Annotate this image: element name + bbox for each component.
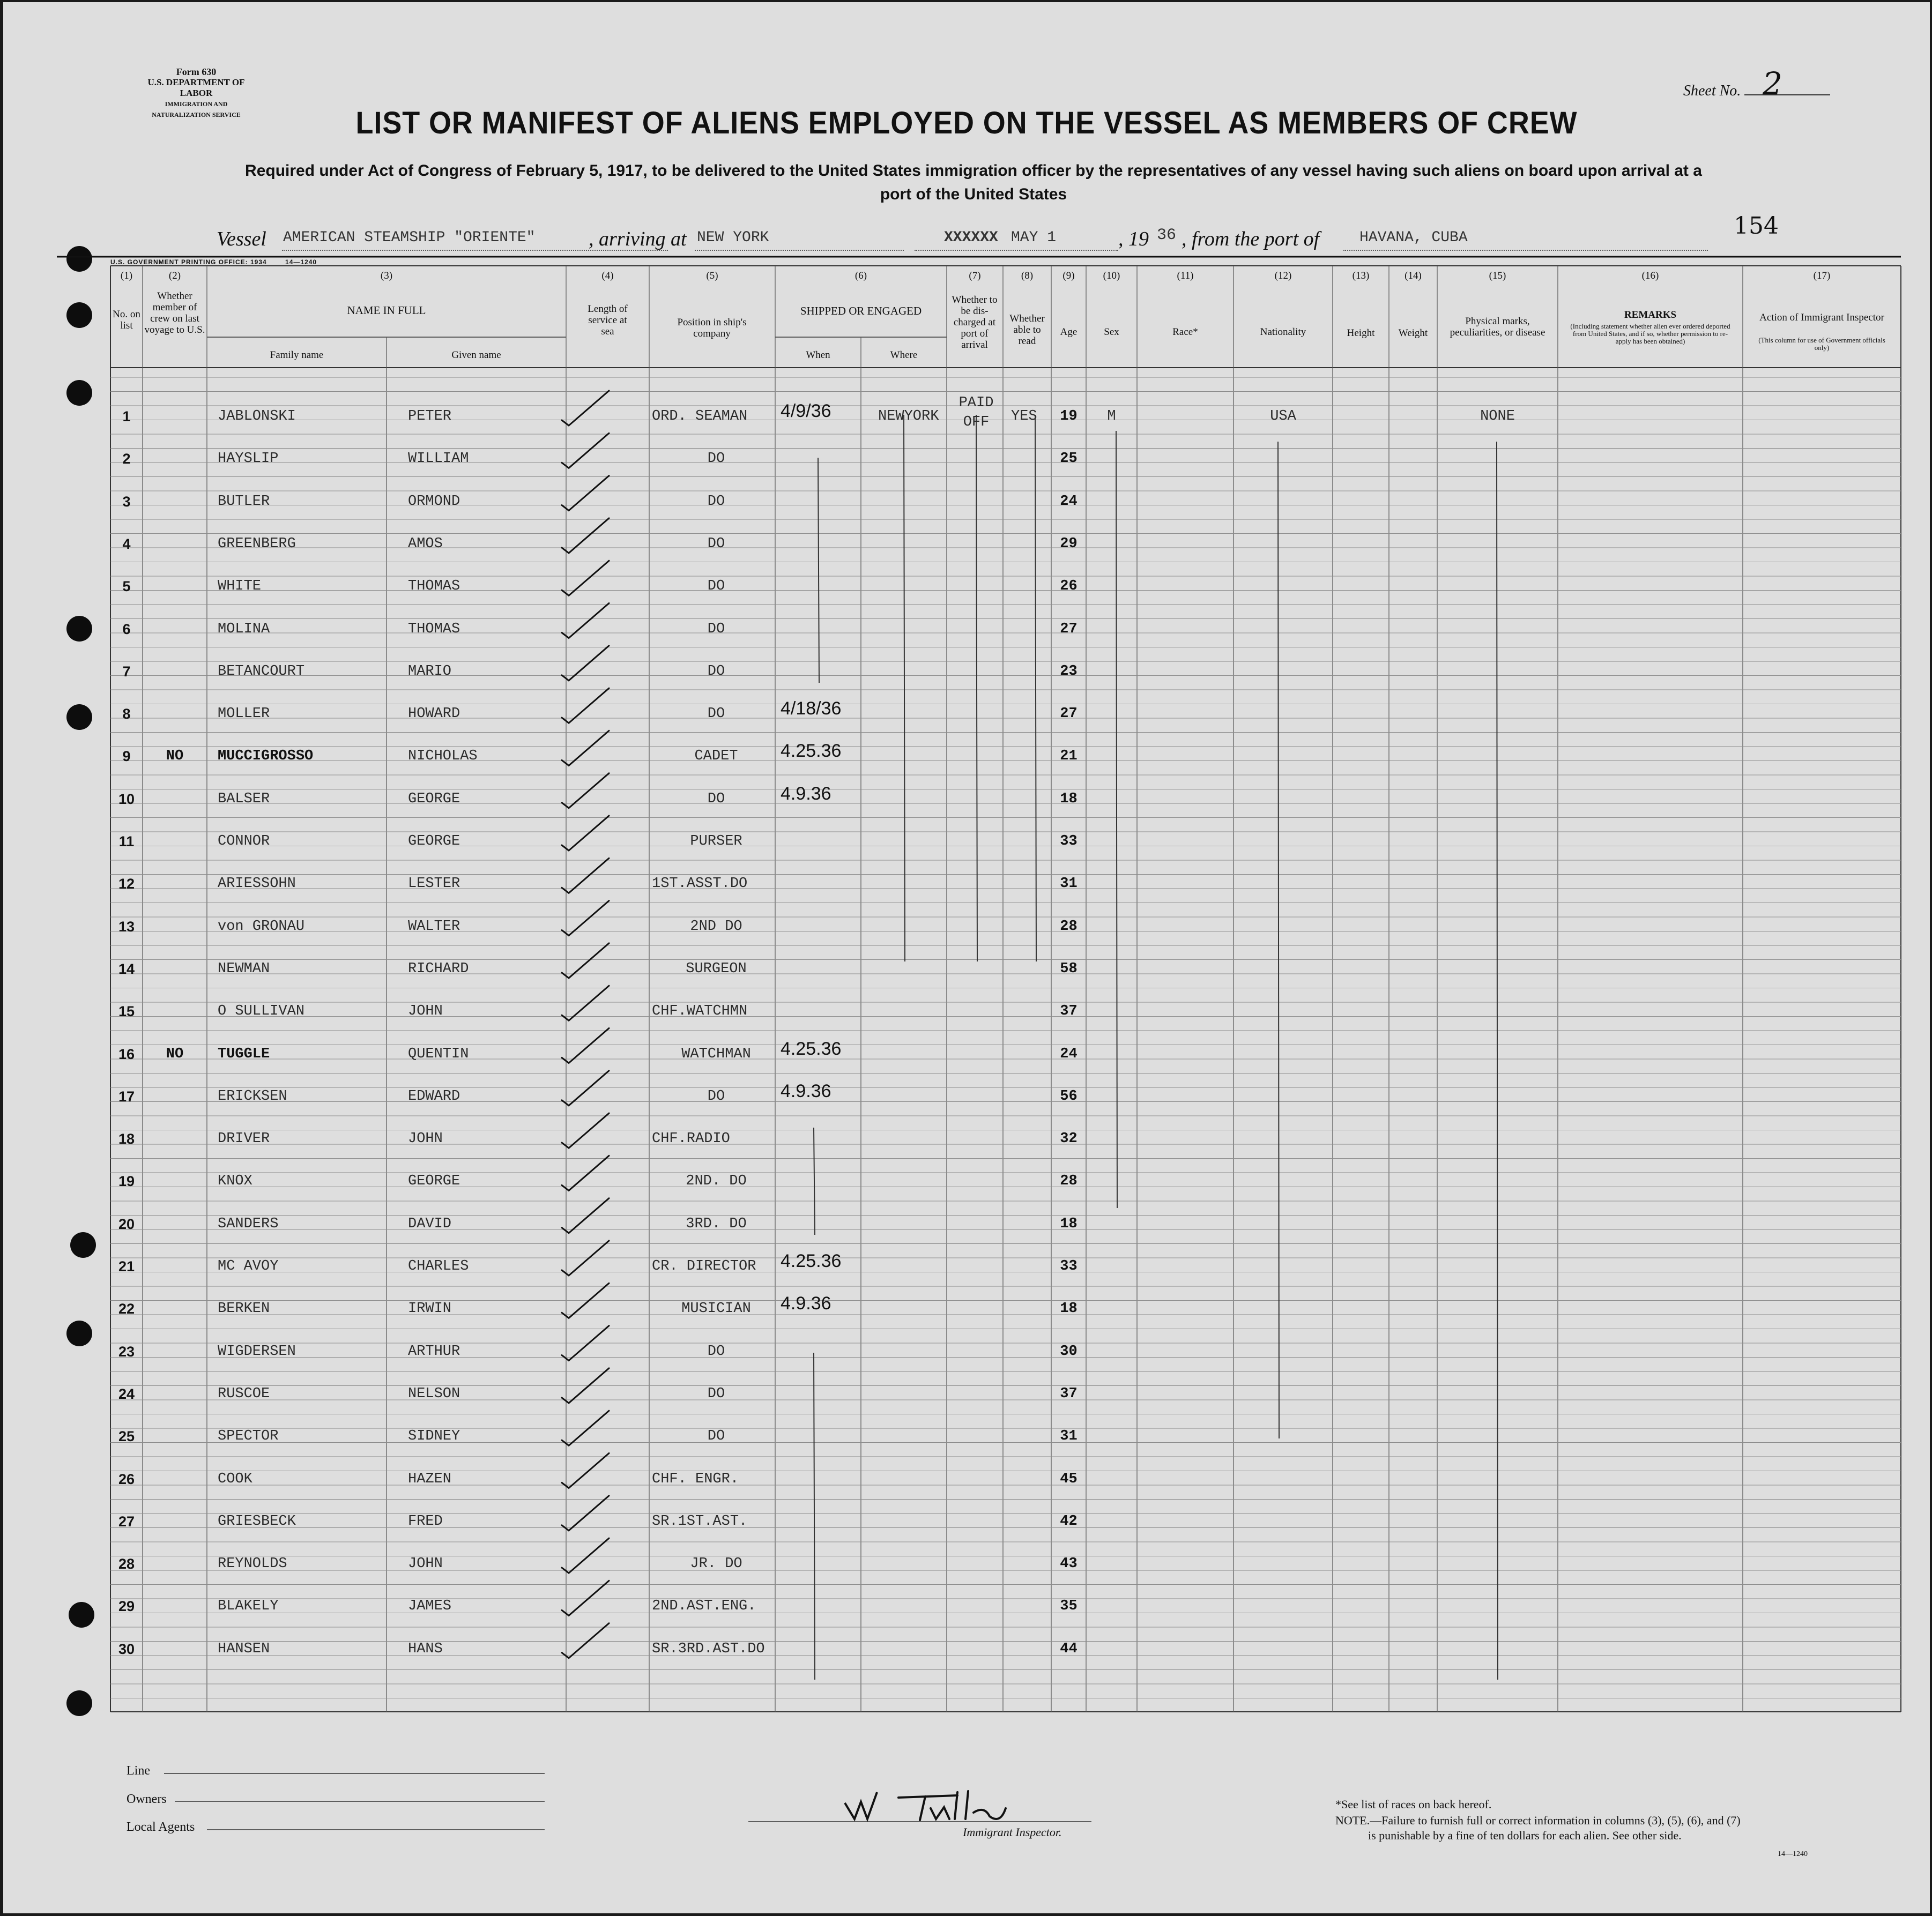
row-number: 13 — [118, 918, 135, 935]
service-checkmark — [562, 730, 609, 765]
family-name: COOK — [218, 1471, 252, 1487]
hdr-name-in-full: NAME IN FULL — [347, 304, 426, 317]
age: 31 — [1060, 876, 1078, 892]
given-name: PETER — [408, 408, 452, 424]
row-number: 17 — [118, 1088, 135, 1105]
given-name: LESTER — [408, 876, 460, 892]
given-name: ORMOND — [408, 493, 460, 510]
vessel-name: AMERICAN STEAMSHIP "ORIENTE" — [283, 229, 536, 246]
colnum-10: (10) — [1103, 270, 1120, 281]
position: SR.1ST.AST. — [652, 1513, 748, 1530]
from-port: HAVANA, CUBA — [1359, 229, 1468, 246]
row-number: 29 — [118, 1598, 135, 1615]
family-name: SPECTOR — [218, 1428, 279, 1445]
age: 24 — [1060, 493, 1078, 510]
shipped-where: NEWYORK — [878, 408, 939, 424]
row-number: 26 — [118, 1471, 135, 1487]
printing-office-text: U.S. GOVERNMENT PRINTING OFFICE: 1934 — [110, 258, 267, 266]
service-checkmark — [562, 986, 609, 1020]
age: 28 — [1060, 918, 1078, 935]
hdr-able-read: Whether able to read — [1009, 313, 1045, 347]
family-name: HAYSLIP — [218, 451, 279, 467]
able-to-read: YES — [1011, 408, 1037, 424]
hdr-length-service: Length of service at sea — [588, 303, 628, 337]
family-name: BLAKELY — [218, 1598, 279, 1615]
hdr-shipped-engaged: SHIPPED OR ENGAGED — [800, 304, 922, 317]
family-name: MUCCIGROSSO — [218, 748, 314, 765]
hdr-discharged: Whether to be dis-charged at port of arrival — [952, 294, 998, 351]
position: SR.3RD.AST.DO — [652, 1641, 765, 1657]
row-number: 5 — [122, 578, 131, 595]
row-number: 3 — [122, 493, 131, 510]
colnum-11: (11) — [1177, 270, 1194, 281]
service-checkmark — [562, 1496, 609, 1531]
position: PURSER — [690, 833, 742, 849]
row-number: 6 — [122, 621, 131, 637]
colnum-9: (9) — [1062, 270, 1075, 281]
row-number: 11 — [118, 833, 135, 849]
given-name: THOMAS — [408, 621, 460, 637]
line-label: Line — [127, 1764, 150, 1778]
position: WATCHMAN — [681, 1046, 751, 1062]
shipped-when: 4.25.36 — [781, 1038, 842, 1059]
nationality: USA — [1270, 408, 1296, 424]
age: 23 — [1060, 663, 1078, 680]
family-name: BETANCOURT — [218, 663, 305, 680]
colnum-5: (5) — [706, 270, 718, 281]
row-number: 9 — [122, 748, 131, 765]
manifest-sheet — [3, 2, 1930, 1913]
hdr-height: Height — [1347, 327, 1375, 339]
hdr-crew-last-voyage: Whether member of crew on last voyage to U.S. — [144, 290, 205, 336]
age: 28 — [1060, 1173, 1078, 1190]
age: 56 — [1060, 1088, 1078, 1105]
given-name: NICHOLAS — [408, 748, 478, 765]
service-checkmark — [562, 858, 609, 893]
row-number: 12 — [118, 876, 135, 892]
row-number: 7 — [122, 663, 131, 680]
family-name: BUTLER — [218, 493, 270, 510]
given-name: JOHN — [408, 1131, 443, 1147]
hdr-weight: Weight — [1398, 327, 1428, 339]
position: CR. DIRECTOR — [652, 1258, 756, 1274]
shipped-when: 4.25.36 — [781, 1251, 842, 1271]
page-title: LIST OR MANIFEST OF ALIENS EMPLOYED ON THE VESSEL AS MEMBERS OF CREW — [355, 106, 1578, 140]
row-number: 14 — [118, 960, 135, 977]
position: DO — [707, 1088, 725, 1105]
colnum-12: (12) — [1274, 270, 1292, 281]
age: 33 — [1060, 833, 1078, 849]
age: 35 — [1060, 1598, 1078, 1615]
hdr-when: When — [806, 349, 830, 361]
row-number: 8 — [122, 706, 131, 722]
position: 2ND DO — [690, 918, 742, 935]
colnum-15: (15) — [1489, 270, 1506, 281]
hdr-sex: Sex — [1104, 326, 1119, 338]
discharged-status: PAID OFF — [958, 395, 994, 430]
hdr-action: Action of Immigrant Inspector — [1759, 312, 1884, 323]
subtitle-line1: Required under Act of Congress of February 5, 1917, to be delivered to the United States immigration officer by the representatives of any vessel having such aliens on board upon arrival at a — [245, 162, 1702, 180]
given-name: NELSON — [408, 1385, 460, 1402]
hdr-nationality: Nationality — [1260, 326, 1306, 338]
colnum-17: (17) — [1813, 270, 1831, 281]
hdr-position: Position in ship's company — [677, 317, 747, 339]
position: DO — [707, 706, 725, 722]
hdr-where: Where — [890, 349, 918, 361]
form-number: Form 630 — [176, 66, 217, 77]
age: 18 — [1060, 1301, 1078, 1317]
family-name: BALSER — [218, 791, 270, 807]
colnum-13: (13) — [1352, 270, 1370, 281]
family-name: ERICKSEN — [218, 1088, 287, 1105]
age: 18 — [1060, 791, 1078, 807]
row-number: 28 — [118, 1556, 135, 1572]
age: 32 — [1060, 1131, 1078, 1147]
family-name: DRIVER — [218, 1131, 270, 1147]
position: DO — [707, 791, 725, 807]
age: 27 — [1060, 621, 1078, 637]
row-number: 20 — [118, 1216, 135, 1232]
page-number: 154 — [1734, 212, 1779, 240]
position: 3RD. DO — [686, 1216, 747, 1232]
age: 29 — [1060, 535, 1078, 552]
from-label: , from the port of — [1182, 228, 1320, 250]
service-checkmark — [562, 391, 609, 426]
arrival-port: NEW YORK — [697, 229, 769, 246]
age: 58 — [1060, 960, 1078, 977]
row-number: 4 — [122, 535, 131, 552]
subtitle-line2: port of the United States — [880, 185, 1067, 203]
position: CHF.RADIO — [652, 1131, 730, 1147]
physical-marks: NONE — [1480, 408, 1515, 424]
race-note: *See list of races on back hereof. — [1335, 1798, 1492, 1811]
struck-word: XXXXXX — [944, 229, 998, 246]
service-checkmark — [562, 1113, 609, 1148]
row-number: 10 — [118, 791, 135, 807]
vessel-label: Vessel — [217, 228, 266, 250]
service-checkmark — [562, 1623, 609, 1658]
family-name: TUGGLE — [218, 1046, 270, 1062]
service-checkmark — [562, 1198, 609, 1233]
year-prefix: , 19 — [1118, 228, 1149, 250]
service-checkmark — [562, 943, 609, 978]
age: 30 — [1060, 1343, 1078, 1360]
given-name: MARIO — [408, 663, 452, 680]
local-agents-label: Local Agents — [127, 1820, 195, 1834]
row-number: 21 — [118, 1258, 135, 1274]
given-name: GEORGE — [408, 833, 460, 849]
service-checkmark — [562, 1580, 609, 1615]
sheet-number: 2 — [1763, 65, 1782, 102]
age: 31 — [1060, 1428, 1078, 1445]
inspector-signature — [839, 1776, 1054, 1824]
shipped-when: 4/9/36 — [781, 401, 831, 421]
sex: M — [1107, 408, 1116, 424]
service-checkmark — [562, 773, 609, 808]
hdr-physical-marks: Physical marks, peculiarities, or disease — [1450, 316, 1545, 338]
service-checkmark — [562, 816, 609, 851]
family-name: WHITE — [218, 578, 262, 595]
family-name: REYNOLDS — [218, 1556, 287, 1572]
given-name: IRWIN — [408, 1301, 452, 1317]
service-checkmark — [562, 433, 609, 468]
arrival-date: MAY 1 — [1011, 229, 1057, 246]
age: 42 — [1060, 1513, 1078, 1530]
given-name: GEORGE — [408, 791, 460, 807]
note-line2: is punishable by a fine of ten dollars for each alien. See other side. — [1368, 1829, 1682, 1842]
family-name: SANDERS — [218, 1216, 279, 1232]
service-name: IMMIGRATION AND NATURALIZATION SERVICE — [152, 100, 241, 118]
age: 26 — [1060, 578, 1078, 595]
given-name: JAMES — [408, 1598, 452, 1615]
arriving-label: , arriving at — [589, 228, 687, 250]
row-number: 23 — [118, 1343, 135, 1360]
row-number: 30 — [118, 1641, 135, 1657]
position: SURGEON — [686, 960, 747, 977]
position: CADET — [694, 748, 738, 765]
position: DO — [707, 663, 725, 680]
service-checkmark — [562, 1028, 609, 1063]
family-name: KNOX — [218, 1173, 252, 1190]
colnum-14: (14) — [1405, 270, 1422, 281]
position: DO — [707, 451, 725, 467]
shipped-when: 4/18/36 — [781, 698, 842, 719]
position: CHF. ENGR. — [652, 1471, 739, 1487]
hdr-remarks: REMARKS — [1624, 309, 1677, 320]
position: JR. DO — [690, 1556, 742, 1572]
position: 1ST.ASST.DO — [652, 876, 748, 892]
owners-label: Owners — [127, 1792, 167, 1806]
colnum-7: (7) — [969, 270, 981, 281]
shipped-when: 4.9.36 — [781, 1293, 831, 1314]
note-line1: NOTE.—Failure to furnish full or correct information in columns (3), (5), (6), and (7) — [1335, 1814, 1741, 1827]
given-name: RICHARD — [408, 960, 469, 977]
family-name: GREENBERG — [218, 535, 296, 552]
row-number: 24 — [118, 1385, 135, 1402]
age: 44 — [1060, 1641, 1078, 1657]
given-name: HOWARD — [408, 706, 460, 722]
service-checkmark — [562, 1538, 609, 1573]
age: 37 — [1060, 1003, 1078, 1020]
position: DO — [707, 621, 725, 637]
position: DO — [707, 578, 725, 595]
colnum-1: (1) — [120, 270, 133, 281]
given-name: ARTHUR — [408, 1343, 460, 1360]
service-checkmark — [562, 1071, 609, 1106]
position: 2ND. DO — [686, 1173, 747, 1190]
given-name: WALTER — [408, 918, 460, 935]
row-number: 22 — [118, 1301, 135, 1317]
colnum-8: (8) — [1021, 270, 1034, 281]
colnum-2: (2) — [168, 270, 181, 281]
row-number: 16 — [118, 1046, 135, 1062]
service-checkmark — [562, 1155, 609, 1190]
family-name: MOLINA — [218, 621, 270, 637]
age: 43 — [1060, 1556, 1078, 1572]
colnum-4: (4) — [601, 270, 614, 281]
age: 45 — [1060, 1471, 1078, 1487]
hdr-race: Race* — [1172, 326, 1198, 338]
printing-code: 14—1240 — [285, 258, 317, 266]
family-name: MOLLER — [218, 706, 270, 722]
given-name: JOHN — [408, 1556, 443, 1572]
position: ORD. SEAMAN — [652, 408, 748, 424]
family-name: von GRONAU — [218, 918, 305, 935]
hdr-family-name: Family name — [270, 349, 324, 361]
row-number: 27 — [118, 1513, 135, 1530]
position: MUSICIAN — [681, 1301, 751, 1317]
hdr-action-note: (This column for use of Government officials only) — [1758, 336, 1885, 352]
family-name: CONNOR — [218, 833, 270, 849]
given-name: SIDNEY — [408, 1428, 460, 1445]
position: DO — [707, 493, 725, 510]
position: 2ND.AST.ENG. — [652, 1598, 756, 1615]
hdr-age: Age — [1060, 326, 1078, 338]
family-name: ARIESSOHN — [218, 876, 296, 892]
position: CHF.WATCHMN — [652, 1003, 748, 1020]
colnum-3: (3) — [380, 270, 393, 281]
hdr-no-on-list: No. on list — [113, 309, 140, 331]
family-name: RUSCOE — [218, 1385, 270, 1402]
position: DO — [707, 1385, 725, 1402]
shipped-when: 4.9.36 — [781, 1080, 831, 1101]
age: 27 — [1060, 706, 1078, 722]
family-name: HANSEN — [218, 1641, 270, 1657]
given-name: EDWARD — [408, 1088, 460, 1105]
age: 21 — [1060, 748, 1078, 765]
family-name: NEWMAN — [218, 960, 270, 977]
age: 24 — [1060, 1046, 1078, 1062]
given-name: GEORGE — [408, 1173, 460, 1190]
family-name: BERKEN — [218, 1301, 270, 1317]
row-number: 18 — [118, 1131, 135, 1147]
colnum-6: (6) — [854, 270, 867, 281]
family-name: JABLONSKI — [218, 408, 296, 424]
given-name: JOHN — [408, 1003, 443, 1020]
hdr-remarks-note: (Including statement whether alien ever ordered deported from United States, and if so, whether permission to re-apply has been obtained) — [1570, 322, 1730, 345]
age: 37 — [1060, 1385, 1078, 1402]
given-name: THOMAS — [408, 578, 460, 595]
sheet-label: Sheet No. — [1683, 83, 1741, 99]
given-name: HAZEN — [408, 1471, 452, 1487]
given-name: AMOS — [408, 535, 443, 552]
given-name: CHARLES — [408, 1258, 469, 1274]
position: DO — [707, 1428, 725, 1445]
given-name: HANS — [408, 1641, 443, 1657]
row-number: 1 — [122, 408, 131, 424]
row-number: 19 — [118, 1173, 135, 1190]
row-number: 2 — [122, 451, 131, 467]
given-name: WILLIAM — [408, 451, 469, 467]
age: 18 — [1060, 1216, 1078, 1232]
family-name: O SULLIVAN — [218, 1003, 305, 1020]
given-name: FRED — [408, 1513, 443, 1530]
shipped-when: 4.25.36 — [781, 741, 842, 762]
age: 33 — [1060, 1258, 1078, 1274]
table-grid — [3, 2, 1930, 1913]
family-name: WIGDERSEN — [218, 1343, 296, 1360]
family-name: MC AVOY — [218, 1258, 279, 1274]
row-number: 15 — [118, 1003, 135, 1020]
year-suffix: 36 — [1157, 226, 1177, 244]
position: DO — [707, 1343, 725, 1360]
given-name: QUENTIN — [408, 1046, 469, 1062]
row-number: 25 — [118, 1428, 135, 1445]
service-checkmark — [562, 901, 609, 936]
inspector-label: Immigrant Inspector. — [963, 1825, 1062, 1839]
service-checkmark — [562, 688, 609, 723]
department-name: U.S. DEPARTMENT OF LABOR — [147, 77, 245, 98]
hdr-given-name: Given name — [451, 349, 501, 361]
footer-code: 14—1240 — [1778, 1850, 1808, 1858]
age: 25 — [1060, 451, 1078, 467]
family-name: GRIESBECK — [218, 1513, 296, 1530]
age: 19 — [1060, 408, 1078, 424]
given-name: DAVID — [408, 1216, 452, 1232]
shipped-when: 4.9.36 — [781, 783, 831, 804]
position: DO — [707, 535, 725, 552]
colnum-16: (16) — [1641, 270, 1659, 281]
crew-last-voyage: NO — [166, 1046, 184, 1062]
crew-last-voyage: NO — [166, 748, 184, 765]
